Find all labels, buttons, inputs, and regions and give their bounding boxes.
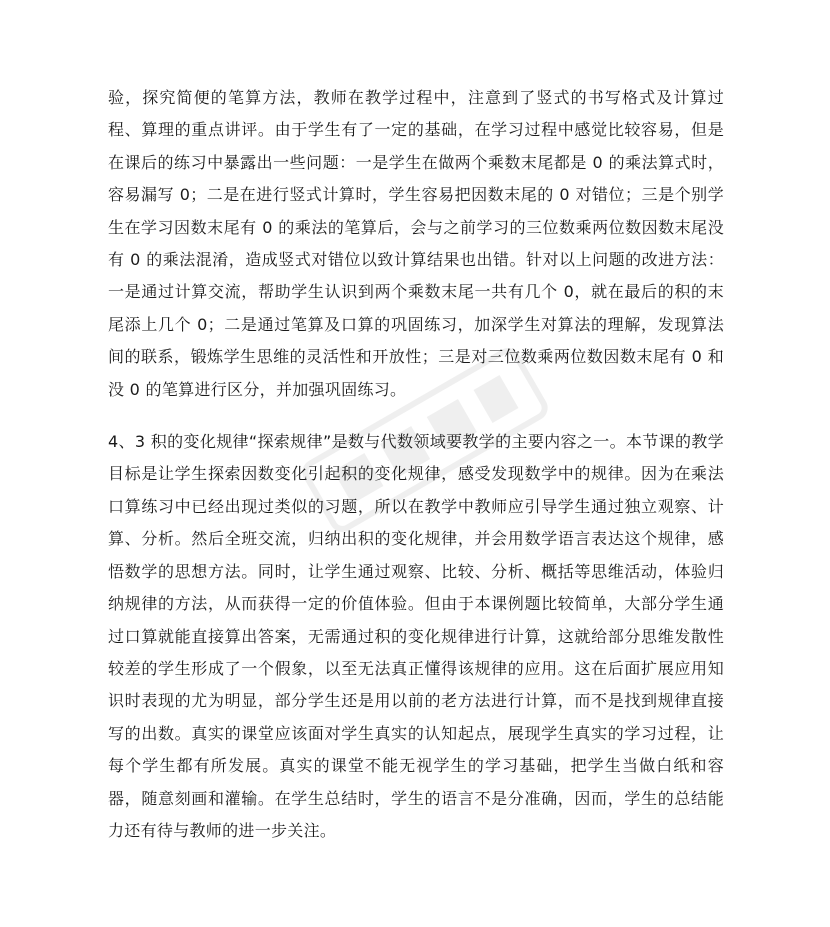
paragraph-product-change-rule: 4、3 积的变化规律“探索规律”是数与代数领域要教学的主要内容之一。本节课的教学目标是让学生探索因数变化引起积的变化规律，感受发现数学中的规律。因为在乘法口算练习中已经出现过类似的习题，所以在教学中教师应引导学生通过独立观察、计算、分析。然后全班交流，归纳出积的变化规律，并会用数学语言表达这个规律，感悟数学的思想方法。同时，让学生通过观察、比较、分析、概括等思维活动，体验归纳规律的方法，从而获得一定的价值体验。但由于本课例题比较简单，大部分学生通过口算就能直接算出答案，无需通过积的变化规律进行计算，这就给部分思维发散性较差的学生形成了一个假象，以至无法真正懂得该规律的应用。这在后面扩展应用知识时表现的尤为明显，部分学生还是用以前的老方法进行计算，而不是找到规律直接写的出数。真实的课堂应该面对学生真实的认知起点，展现学生真实的学习过程，让每个学生都有所发展。真实的课堂不能无视学生的学习基础，把学生当做白纸和容器，随意刻画和灌输。在学生总结时，学生的语言不是分准确，因而，学生的总结能力还有待与教师的进一步关注。 bbox=[108, 432, 724, 840]
paragraph-multiplication-reflection: 验，探究简便的笔算方法，教师在教学过程中，注意到了竖式的书写格式及计算过程、算理的重点讲评。由于学生有了一定的基础，在学习过程中感觉比较容易，但是在课后的练习中暴露出一些问题：一是学生在做两个乘数末尾都是 0 的乘法算式时，容易漏写 0；二是在进行竖式计算时，学生容易把因数末尾的 0 对错位；三是个别学生在学习因数末尾有 0 的乘法的笔算后，会与之前学习的三位数乘两位数因数末尾没有 0 的乘法混淆，造成竖式对错位以致计算结果也出错。针对以上问题的改进方法：一是通过计算交流，帮助学生认识到两个乘数末尾一共有几个 0，就在最后的积的末尾添上几个 0；二是通过笔算及口算的巩固练习，加深学生对算法的理解，发现算法间的联系，锻炼学生思维的灵活性和开放性；三是对三位数乘两位数因数末尾有 0 和没 0 的笔算进行区分，并加强巩固练习。 bbox=[108, 88, 724, 399]
document-body bbox=[108, 82, 724, 847]
